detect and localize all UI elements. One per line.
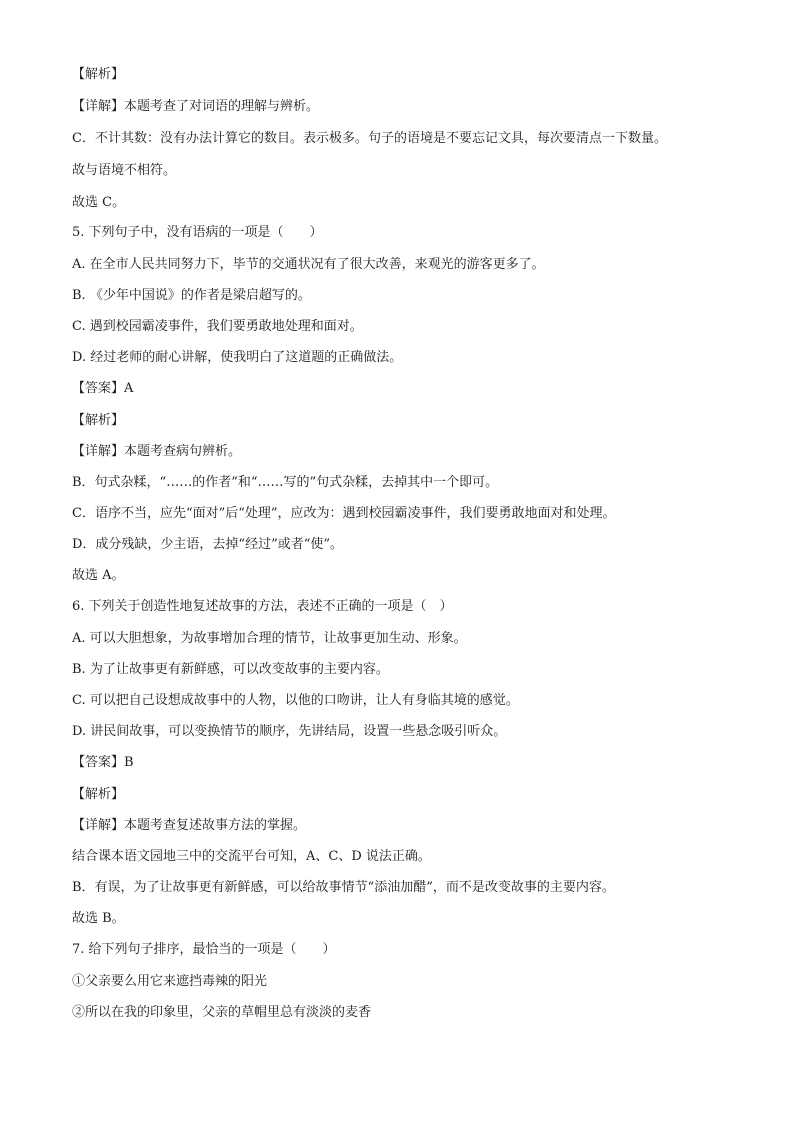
text-line: 【详解】本题考查复述故事方法的掌握。 (72, 818, 307, 833)
text-line: 【详解】本题考查病句辨析。 (72, 444, 242, 459)
text-line: D．成分残缺，少主语，去掉“经过”或者“使”。 (72, 537, 344, 552)
text-line: 【解析】 (72, 413, 125, 428)
text-line: 结合课本语文园地三中的交流平台可知，A、C、D 说法正确。 (72, 849, 431, 864)
text-line: 【解析】 (72, 787, 125, 802)
text-line: 故选 B。 (72, 911, 125, 926)
option-d: D. 讲民间故事，可以变换情节的顺序，先讲结局，设置一些悬念吸引听众。 (72, 724, 507, 739)
question-7: 7. 给下列句子排序，最恰当的一项是（ ） (72, 942, 336, 957)
option-b: B. 《少年中国说》的作者是梁启超写的。 (72, 288, 311, 303)
option-d: D. 经过老师的耐心讲解，使我明白了这道题的正确做法。 (72, 350, 403, 365)
text-line: C．不计其数：没有办法计算它的数目。表示极多。句子的语境是不要忘记文具，每次要清点一下数量。 (72, 131, 667, 146)
text-line: 【解析】 (72, 67, 125, 82)
sentence-1: ①父亲要么用它来遮挡毒辣的阳光 (72, 974, 268, 989)
answer-line: 【答案】B (72, 755, 134, 770)
answer-line: 【答案】A (72, 381, 134, 396)
sentence-2: ②所以在我的印象里，父亲的草帽里总有淡淡的麦香 (72, 1005, 372, 1020)
option-a: A. 可以大胆想象，为故事增加合理的情节，让故事更加生动、形象。 (72, 631, 467, 646)
option-a: A. 在全市人民共同努力下，毕节的交通状况有了很大改善，来观光的游客更多了。 (72, 257, 545, 272)
text-line: C．语序不当，应先“面对”后“处理”，应改为：遇到校园霸凌事件，我们要勇敢地面对和处理。 (72, 506, 616, 521)
text-line: 故与语境不相符。 (72, 163, 177, 178)
option-b: B. 为了让故事更有新鲜感，可以改变故事的主要内容。 (72, 662, 389, 677)
text-line: B．有误，为了让故事更有新鲜感，可以给故事情节“添油加醋”，而不是改变故事的主要内容。 (72, 880, 615, 895)
text-line: 【详解】本题考查了对词语的理解与辨析。 (72, 99, 320, 114)
option-c: C. 可以把自己设想成故事中的人物，以他的口吻讲，让人有身临其境的感觉。 (72, 693, 519, 708)
question-6: 6. 下列关于创造性地复述故事的方法，表述不正确的一项是（ ） (72, 599, 453, 614)
text-line: 故选 A。 (72, 568, 125, 583)
question-5: 5. 下列句子中，没有语病的一项是（ ） (72, 225, 323, 240)
text-line: B．句式杂糅，“……的作者”和“……写的”句式杂糅，去掉其中一个即可。 (72, 475, 499, 490)
option-c: C. 遇到校园霸凌事件，我们要勇敢地处理和面对。 (72, 319, 363, 334)
text-line: 故选 C。 (72, 195, 126, 210)
